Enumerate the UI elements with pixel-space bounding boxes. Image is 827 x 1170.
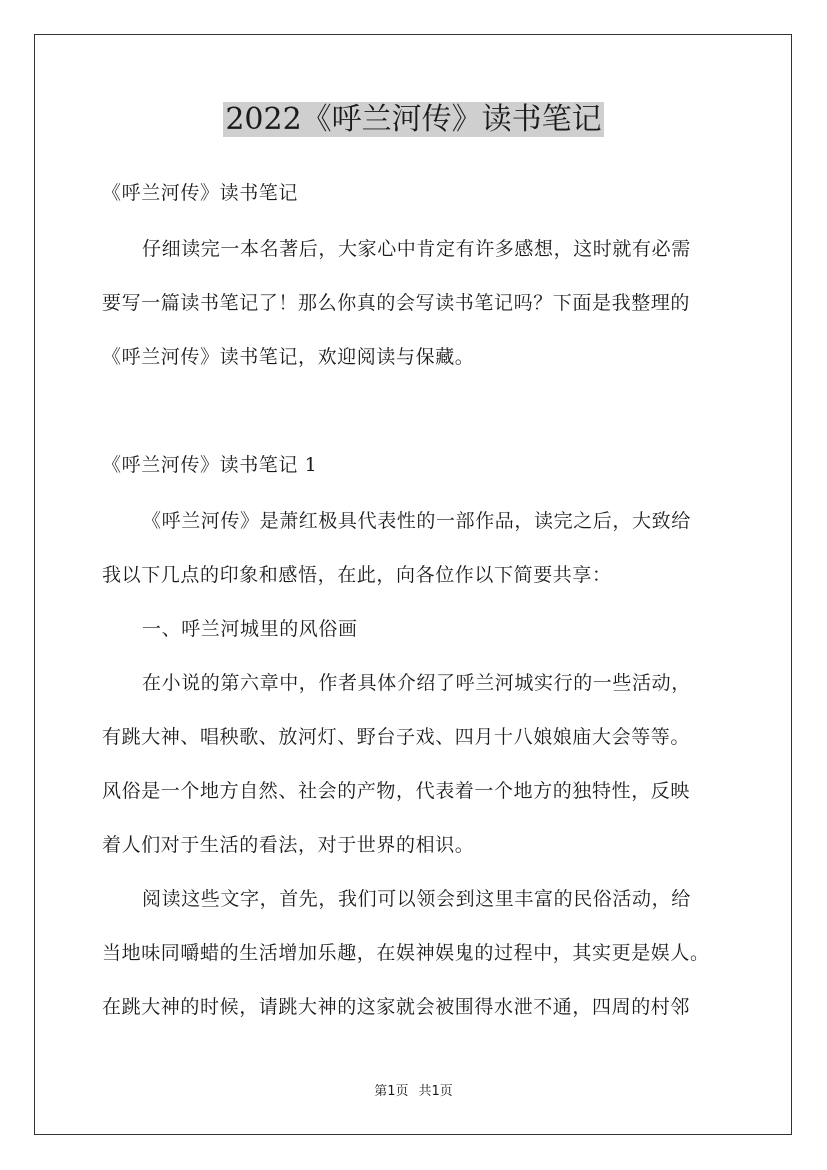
page-total: 共1页 [418,1084,453,1099]
paragraph-line: 在小说的第六章中，作者具体介绍了呼兰河城实行的一些活动， [142,672,691,694]
paragraph-line: 阅读这些文字，首先，我们可以领会到这里丰富的民俗活动，给 [142,888,691,910]
paragraph-line: 当地味同嚼蜡的生活增加乐趣，在娱神娱鬼的过程中，其实更是娱人。 [102,942,710,964]
paragraph-line: 《呼兰河传》是萧红极具代表性的一部作品，读完之后，大致给 [142,510,691,532]
paragraph-line: 我以下几点的印象和感悟，在此，向各位作以下简要共享： [102,564,612,586]
subsection-heading: 一、呼兰河城里的风俗画 [142,618,358,640]
section-heading: 《呼兰河传》读书笔记 [102,182,299,204]
paragraph-line: 在跳大神的时候，请跳大神的这家就会被围得水泄不通，四周的村邻 [102,996,691,1018]
paragraph-line: 有跳大神、唱秧歌、放河灯、野台子戏、四月十八娘娘庙大会等等。 [102,726,691,748]
section-heading: 《呼兰河传》读书笔记 1 [102,454,318,476]
paragraph-line: 仔细读完一本名著后，大家心中肯定有许多感想，这时就有必需 [142,238,691,260]
page-number: 第1页 [374,1084,409,1099]
paragraph-line: 《呼兰河传》读书笔记，欢迎阅读与保藏。 [102,346,475,368]
page-footer [0,1083,827,1101]
paragraph-line: 风俗是一个地方自然、社会的产物，代表着一个地方的独特性，反映 [102,780,691,802]
document-title-text: 2022《呼兰河传》读书笔记 [225,102,602,137]
paragraph-line: 着人们对于生活的看法，对于世界的相识。 [102,834,475,856]
document-title [0,98,827,142]
paragraph-line: 要写一篇读书笔记了！那么你真的会写读书笔记吗？下面是我整理的 [102,292,691,314]
